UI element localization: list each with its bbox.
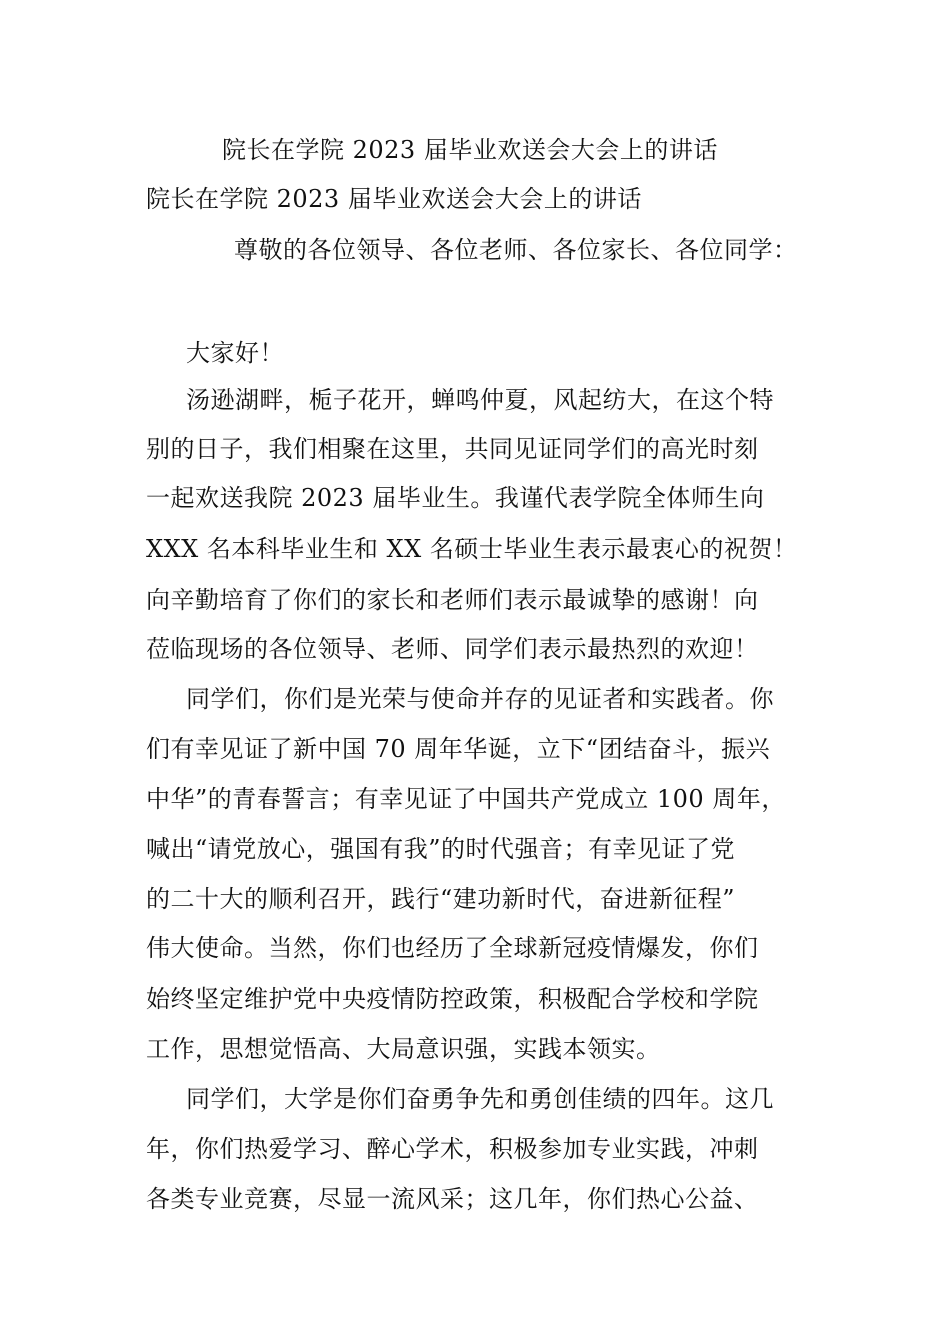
body-line: 一起欢送我院 2023 届毕业生。我谨代表学院全体师生向 [146,484,765,512]
body-line: 汤逊湖畔，栀子花开，蝉鸣仲夏，风起纺大，在这个特 [186,386,774,414]
body-line: 各类专业竞赛，尽显一流风采；这几年，你们热心公益、 [146,1185,759,1213]
body-line: 年，你们热爱学习、醉心学术，积极参加专业实践，冲刺 [146,1135,759,1163]
body-line: 们有幸见证了新中国 70 周年华诞，立下“团结奋斗，振兴 [146,735,771,763]
body-line: 莅临现场的各位领导、老师、同学们表示最热烈的欢迎！ [146,635,759,663]
body-line: 同学们，大学是你们奋勇争先和勇创佳绩的四年。这几 [186,1085,774,1113]
body-line: 同学们，你们是光荣与使命并存的见证者和实践者。你 [186,685,774,713]
body-line: 伟大使命。当然，你们也经历了全球新冠疫情爆发，你们 [146,934,759,962]
body-line: 中华”的青春誓言；有幸见证了中国共产党成立 100 周年， [146,785,786,813]
document-subtitle: 院长在学院 2023 届毕业欢送会大会上的讲话 [146,185,642,213]
body-line: 的二十大的顺利召开，践行“建功新时代，奋进新征程” [146,885,736,913]
salutation: 尊敬的各位领导、各位老师、各位家长、各位同学： [234,236,798,264]
body-line: XXX 名本科毕业生和 XX 名硕士毕业生表示最衷心的祝贺！ [146,535,798,563]
body-line: 始终坚定维护党中央疫情防控政策，积极配合学校和学院 [146,985,759,1013]
body-line: 向辛勤培育了你们的家长和老师们表示最诚挚的感谢！向 [146,586,759,614]
body-line: 大家好！ [186,339,284,367]
body-line: 工作，思想觉悟高、大局意识强，实践本领实。 [146,1035,661,1063]
body-line: 喊出“请党放心，强国有我”的时代强音；有幸见证了党 [146,835,736,863]
body-line: 别的日子，我们相聚在这里，共同见证同学们的高光时刻 [146,435,759,463]
document-title: 院长在学院 2023 届毕业欢送会大会上的讲话 [222,136,718,164]
